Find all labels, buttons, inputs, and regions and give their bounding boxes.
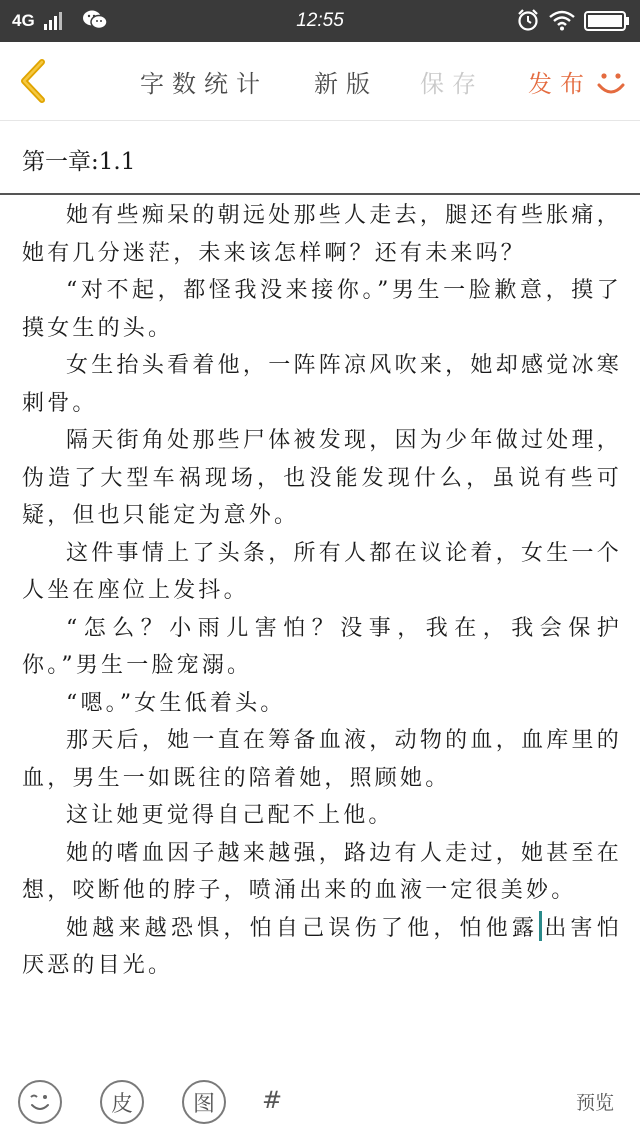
chapter-title-bar	[0, 121, 640, 195]
content-editor[interactable]	[22, 197, 622, 985]
status-time: 12:55	[296, 10, 344, 31]
paragraph: 她的嗜血因子越来越强，路边有人走过，她甚至在想，咬断他的脖子，喷涌出来的血液一定很美妙。	[22, 840, 622, 903]
save-button[interactable]: 保存	[420, 70, 484, 98]
word-count-button[interactable]: 字数统计	[140, 70, 268, 98]
publish-button[interactable]: 发布	[528, 70, 592, 98]
skin-button[interactable]: 皮	[100, 1080, 144, 1124]
chapter-title-input[interactable]: 第一章:1.1	[22, 149, 136, 175]
paragraph: 这让她更觉得自己配不上他。	[66, 803, 394, 828]
smile-icon[interactable]	[594, 66, 628, 104]
paragraph-with-cursor	[22, 910, 622, 985]
editor-toolbar	[0, 42, 640, 121]
paragraph: 这件事情上了头条，所有人都在议论着，女生一个人坐在座位上发抖。	[22, 540, 622, 603]
paragraph: “对不起，都怪我没来接你。”男生一脸歉意，摸了摸女生的头。	[22, 278, 622, 341]
paragraph: “怎么？小雨儿害怕？没事，我在，我会保护你。”男生一脸宠溺。	[22, 615, 622, 678]
alarm-icon	[516, 8, 540, 37]
text-after-cursor: 出害怕厌恶的目光。	[22, 915, 622, 978]
text-cursor	[539, 911, 542, 941]
preview-button[interactable]: 预览	[576, 1092, 615, 1114]
hashtag-button[interactable]: #	[262, 1086, 283, 1114]
paragraph: 那天后，她一直在筹备血液，动物的血，血库里的血，男生一如既往的陪着她，照顾她。	[22, 728, 622, 791]
paragraph: 她有些痴呆的朝远处那些人走去，腿还有些胀痛，她有几分迷茫，未来该怎样啊？还有未来吗？	[22, 203, 622, 266]
image-button[interactable]: 图	[182, 1080, 226, 1124]
battery-icon	[584, 11, 630, 36]
wifi-icon	[548, 9, 576, 36]
wink-face-icon	[25, 1087, 55, 1117]
status-bar	[0, 0, 640, 42]
paragraph: “嗯。”女生低着头。	[66, 690, 286, 716]
network-type: 4G	[12, 11, 35, 30]
paragraph: 女生抬头看着他，一阵阵凉风吹来，她却感觉冰寒刺骨。	[22, 353, 622, 416]
emoji-button[interactable]	[18, 1080, 62, 1124]
text-before-cursor: 她越来越恐惧，怕自己误伤了他，怕他露	[66, 915, 539, 941]
back-button[interactable]	[14, 56, 54, 106]
bottom-bar	[0, 1070, 640, 1138]
new-version-button[interactable]: 新版	[314, 70, 378, 98]
chevron-left-icon	[14, 56, 54, 106]
paragraph: 隔天街角处那些尸体被发现，因为少年做过处理，伪造了大型车祸现场，也没能发现什么，虽说有些可疑，但也只能定为意外。	[22, 428, 622, 528]
